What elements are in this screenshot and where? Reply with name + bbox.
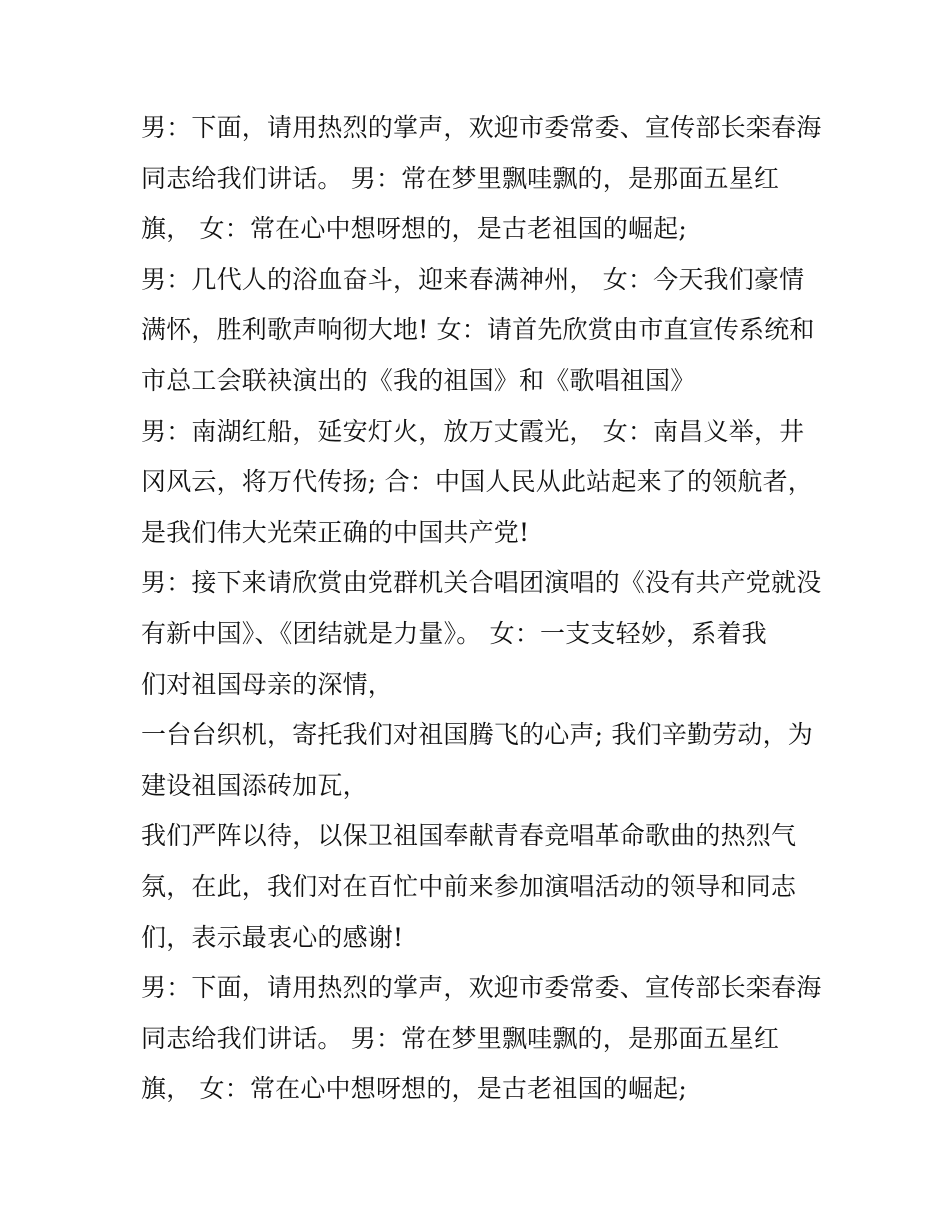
- text-line: 男：下面，请用热烈的掌声，欢迎市委常委、宣传部长栾春海: [141, 113, 822, 142]
- text-line: 同志给我们讲话。 男：常在梦里飘哇飘的，是那面五星红: [141, 1023, 780, 1053]
- text-line: 男：南湖红船，延安灯火，放万丈霞光， 女：南昌义举，井: [141, 416, 805, 446]
- text-line: 市总工会联袂演出的《我的祖国》和《歌唱祖国》: [141, 365, 696, 395]
- text-line: 们对祖国母亲的深情，: [141, 669, 394, 699]
- text-line: 男：接下来请欣赏由党群机关合唱团演唱的《没有共产党就没: [141, 568, 822, 598]
- text-line: 建设祖国添砖加瓦，: [141, 770, 368, 800]
- text-line: 是我们伟大光荣正确的中国共产党!: [141, 517, 530, 547]
- document-body: [141, 103, 831, 1115]
- text-line: 我们严阵以待，以保卫祖国奉献青春竞唱革命歌曲的热烈气: [141, 821, 797, 851]
- text-line: 一台台织机，寄托我们对祖国腾飞的心声; 我们辛勤劳动，为: [141, 720, 813, 750]
- text-line: 同志给我们讲话。 男：常在梦里飘哇飘的，是那面五星红: [141, 163, 780, 193]
- text-line: 满怀，胜利歌声响彻大地! 女：请首先欣赏由市直宣传系统和: [141, 315, 815, 345]
- text-line: 们，表示最衷心的感谢!: [141, 922, 404, 952]
- text-line: 有新中国》、《团结就是力量》。 女：一支支轻妙，系着我: [141, 618, 767, 648]
- text-line: 旗， 女：常在心中想呀想的，是古老祖国的崛起;: [141, 1074, 687, 1104]
- text-line: 旗， 女：常在心中想呀想的，是古老祖国的崛起;: [141, 214, 687, 244]
- text-line: 冈风云，将万代传扬; 合：中国人民从此站起来了的领航者，: [141, 467, 813, 497]
- text-line: 男：几代人的浴血奋斗，迎来春满神州， 女：今天我们豪情: [141, 264, 805, 294]
- text-line: 男：下面，请用热烈的掌声，欢迎市委常委、宣传部长栾春海: [141, 973, 822, 1003]
- text-line: 氛，在此，我们对在百忙中前来参加演唱活动的领导和同志: [141, 871, 797, 901]
